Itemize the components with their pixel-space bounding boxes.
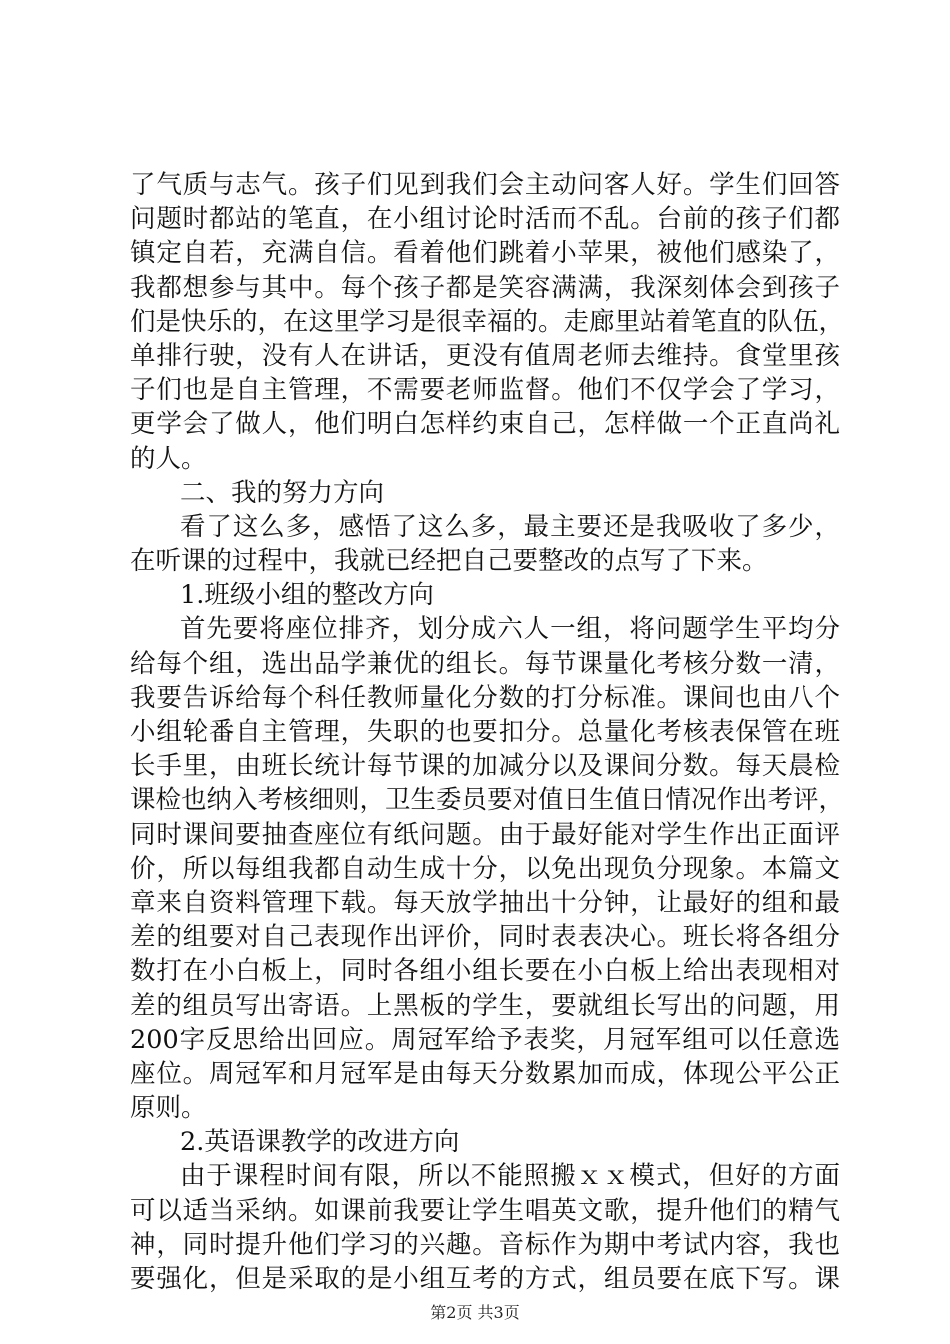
section-heading: 2.英语课教学的改进方向 (180, 1127, 460, 1158)
paragraph-line: 数打在小白板上，同时各组小组长要在小白板上给出表现相对 (130, 956, 840, 987)
paragraph-line: 200字反思给出回应。周冠军给予表奖，月冠军组可以任意选 (130, 1024, 840, 1055)
paragraph-last-line: 原则。 (130, 1093, 207, 1124)
page-number-footer: 第2页 共3页 (430, 1303, 520, 1322)
paragraph-line: 价，所以每组我都自动生成十分，以免出现负分现象。本篇文 (130, 853, 840, 884)
paragraph-line: 我都想参与其中。每个孩子都是笑容满满，我深刻体会到孩子 (130, 272, 840, 303)
paragraph-line: 章来自资料管理下载。每天放学抽出十分钟，让最好的组和最 (130, 887, 840, 918)
paragraph-line: 长手里，由班长统计每节课的加减分以及课间分数。每天晨检 (130, 751, 840, 782)
paragraph-line: 了气质与志气。孩子们见到我们会主动问客人好。学生们回答 (130, 170, 840, 200)
paragraph-line: 子们也是自主管理，不需要老师监督。他们不仅学会了学习， (130, 375, 840, 406)
paragraph-first-line: 看了这么多，感悟了这么多，最主要还是我吸收了多少， (180, 511, 840, 542)
paragraph-line: 差的组员写出寄语。上黑板的学生，要就组长写出的问题，用 (130, 990, 840, 1021)
paragraph-line: 我要告诉给每个科任教师量化分数的打分标准。课间也由八个 (130, 682, 840, 713)
paragraph-line: 要强化，但是采取的是小组互考的方式，组员要在底下写。课 (130, 1264, 840, 1294)
paragraph-line: 镇定自若，充满自信。看着他们跳着小苹果，被他们感染了， (130, 238, 840, 269)
paragraph-first-line: 首先要将座位排齐，划分成六人一组，将问题学生平均分 (180, 614, 840, 645)
paragraph-line: 同时课间要抽查座位有纸问题。由于最好能对学生作出正面评 (130, 819, 840, 850)
paragraph-line: 座位。周冠军和月冠军是由每天分数累加而成，体现公平公正 (130, 1058, 840, 1089)
section-heading: 1.班级小组的整改方向 (180, 580, 434, 611)
paragraph-line: 可以适当采纳。如课前我要让学生唱英文歌，提升他们的精气 (130, 1195, 840, 1226)
paragraph-line: 小组轮番自主管理，失职的也要扣分。总量化考核表保管在班 (130, 717, 840, 747)
paragraph-line: 差的组要对自己表现作出评价，同时表表决心。班长将各组分 (130, 922, 840, 953)
section-heading: 二、我的努力方向 (180, 477, 385, 508)
paragraph-last-line: 在听课的过程中，我就已经把自己要整改的点写了下来。 (130, 546, 768, 577)
document-body (130, 168, 845, 1296)
paragraph-line: 给每个组，选出品学兼优的组长。每节课量化考核分数一清， (130, 648, 840, 679)
paragraph-line: 单排行驶，没有人在讲话，更没有值周老师去维持。食堂里孩 (130, 340, 840, 371)
paragraph-line: 问题时都站的笔直，在小组讨论时活而不乱。台前的孩子们都 (130, 204, 840, 235)
paragraph-line: 课检也纳入考核细则，卫生委员要对值日生值日情况作出考评， (130, 785, 845, 816)
paragraph-first-line: 由于课程时间有限，所以不能照搬ｘｘ模式，但好的方面 (180, 1161, 840, 1192)
paragraph-line: 们是快乐的，在这里学习是很幸福的。走廊里站着笔直的队伍， (130, 306, 845, 337)
paragraph-line: 神，同时提升他们学习的兴趣。音标作为期中考试内容，我也 (130, 1229, 840, 1260)
paragraph-line: 更学会了做人，他们明白怎样约束自己，怎样做一个正直尚礼 (130, 409, 840, 440)
paragraph-last-line: 的人。 (130, 443, 207, 474)
